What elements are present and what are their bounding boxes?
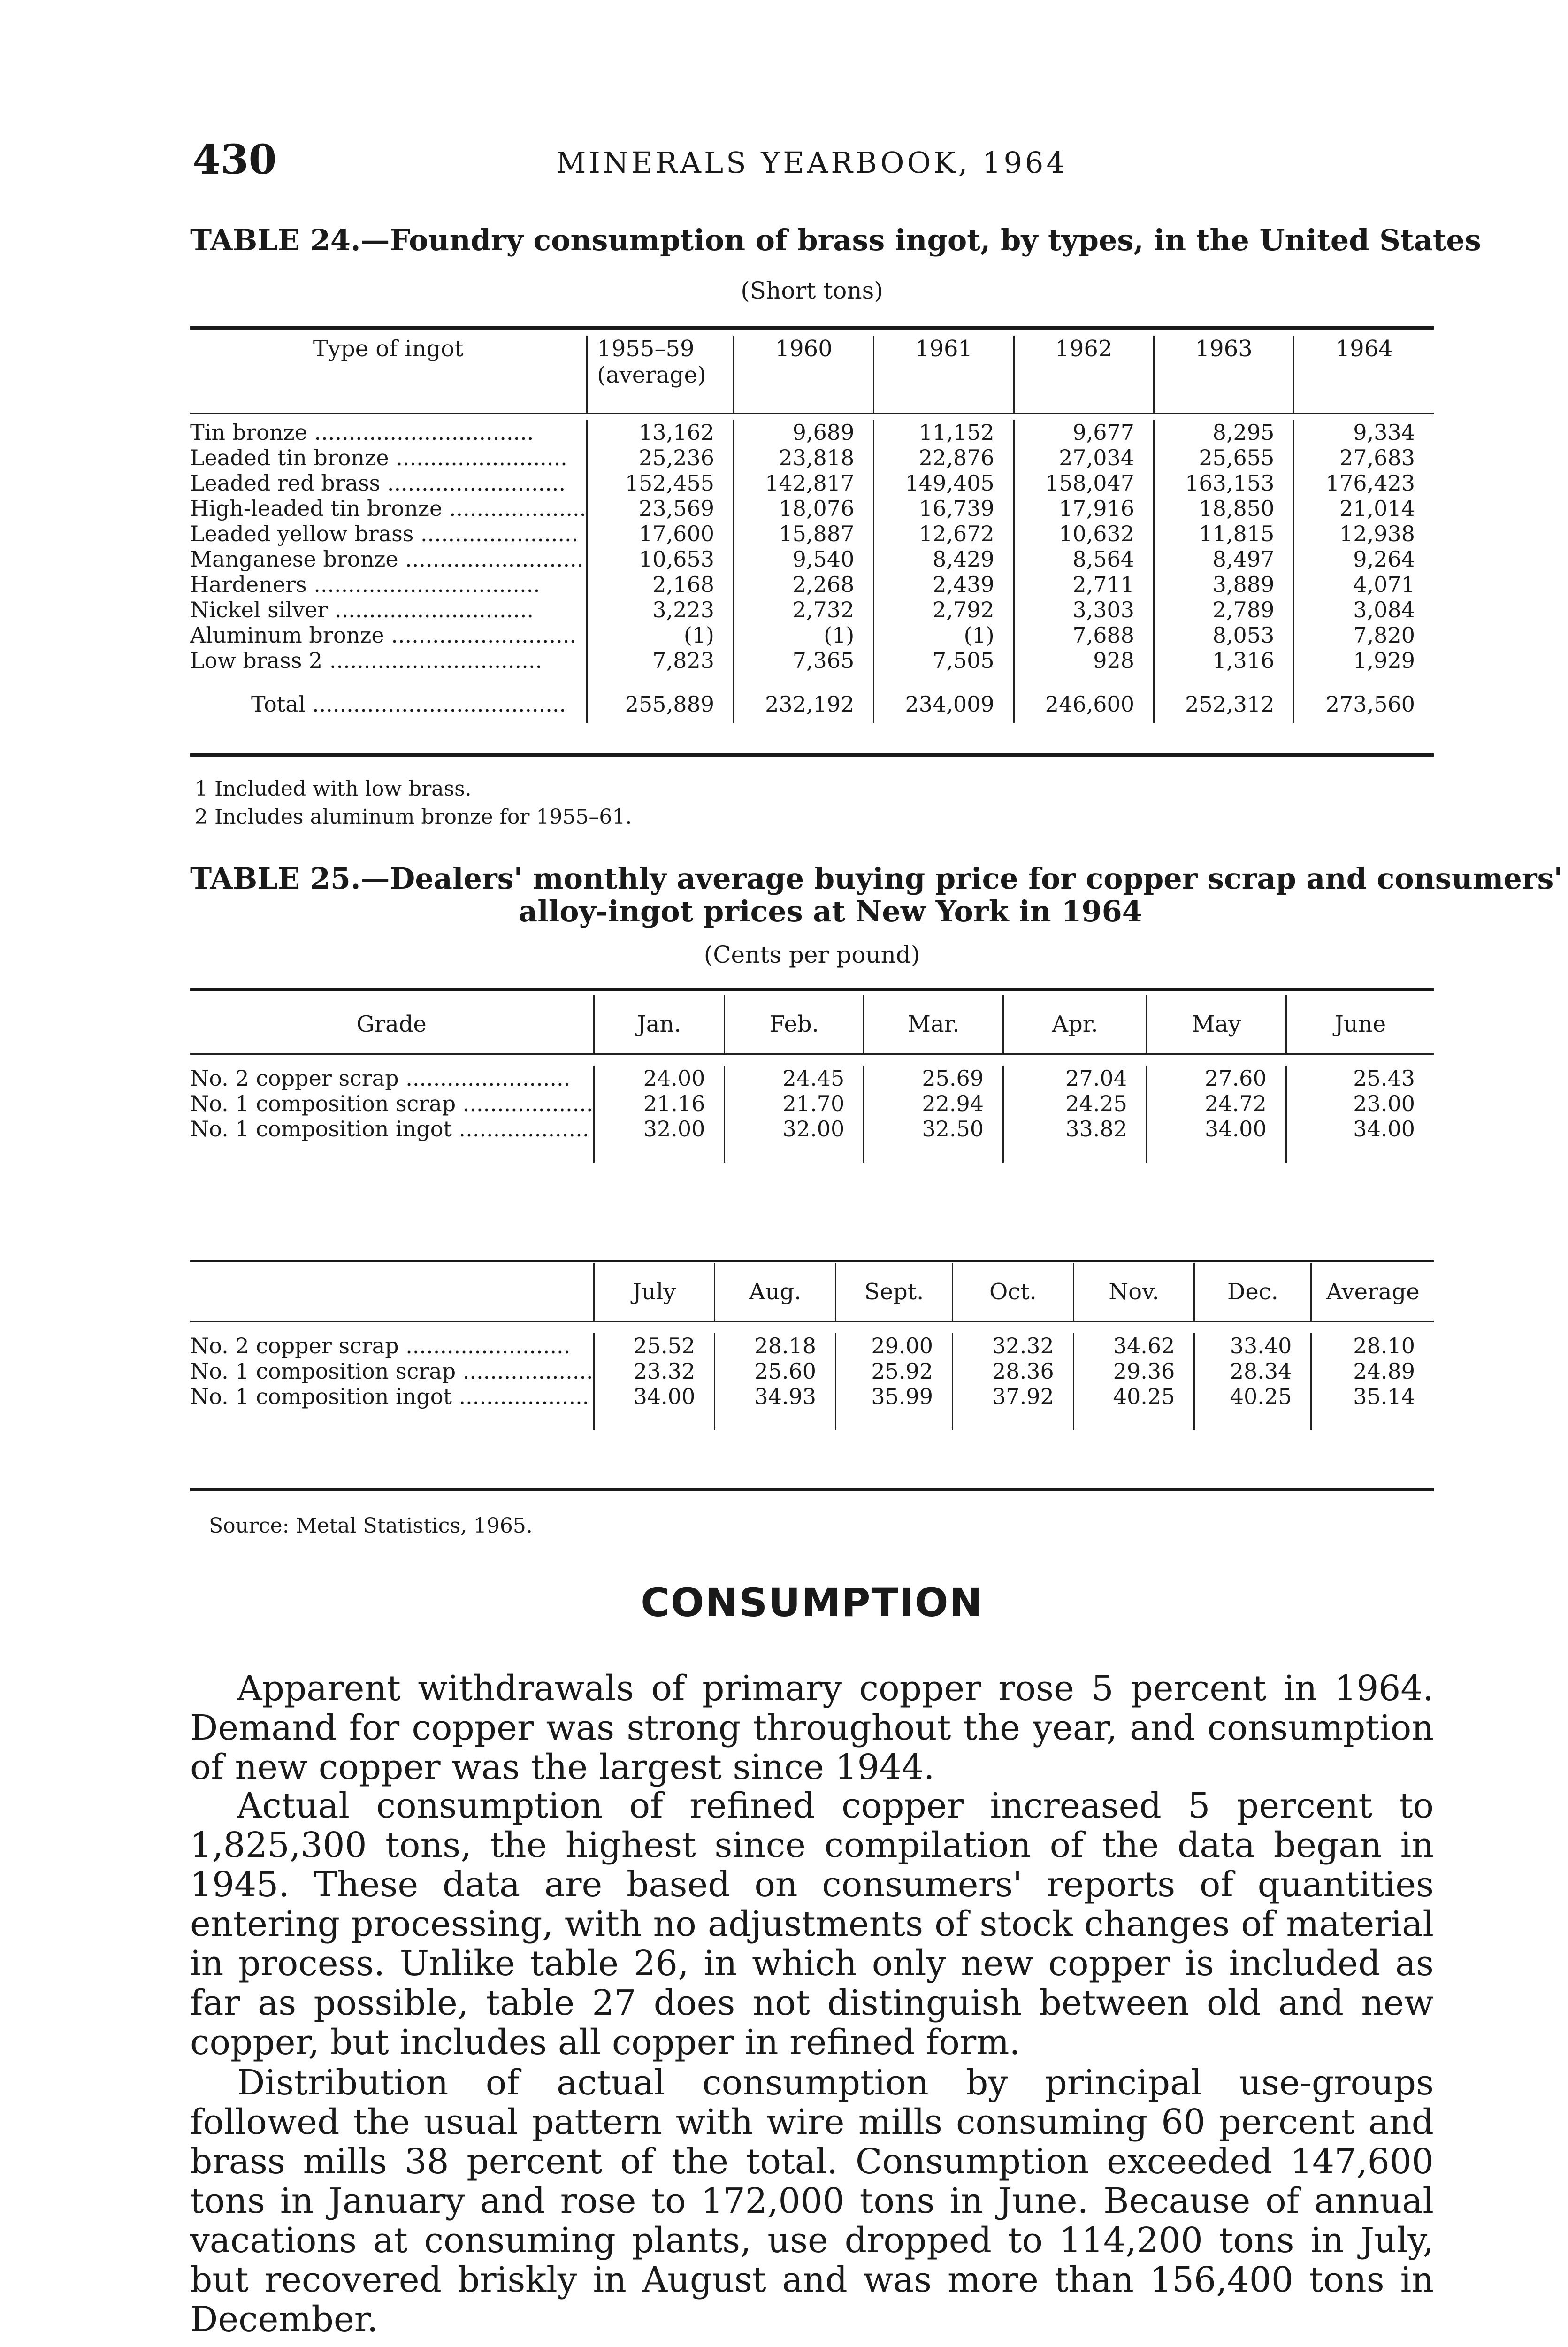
table-row <box>190 597 1434 622</box>
table25-col-oct: Oct. <box>953 1263 1074 1321</box>
table-cell: 24.72 <box>1147 1091 1286 1116</box>
table-cell: 7,505 <box>874 648 1014 673</box>
dot-leader: .................... <box>442 496 587 521</box>
table-row <box>190 622 1434 648</box>
table-cell: 28.34 <box>1194 1358 1311 1384</box>
table-row <box>190 1091 1434 1116</box>
table24-col-1964: 1964 <box>1294 336 1434 413</box>
row-label: No. 2 copper scrap ........................ <box>190 1333 571 1358</box>
table-cell: 25,655 <box>1154 445 1294 470</box>
dot-leader: ............................. <box>328 597 534 622</box>
table24-footnote-1: 1 Included with low brass. <box>195 777 472 801</box>
table-cell: 33.40 <box>1194 1333 1311 1358</box>
table-cell: 34.00 <box>594 1384 715 1409</box>
dot-leader: ................... <box>451 1116 589 1142</box>
dot-leader: .......................... <box>380 470 566 496</box>
table-cell: 11,152 <box>874 420 1014 445</box>
row-label: Leaded yellow brass ....................... <box>190 521 579 546</box>
table-cell: 33.82 <box>1003 1116 1147 1142</box>
table25-col-sept: Sept. <box>836 1263 953 1321</box>
table-cell: 1,316 <box>1154 648 1294 673</box>
row-label: Low brass 2 ............................... <box>190 648 543 673</box>
table-cell: 3,084 <box>1294 597 1434 622</box>
table-cell: 149,405 <box>874 470 1014 496</box>
dot-leader: ................................ <box>307 420 534 445</box>
table-cell: 12,672 <box>874 521 1014 546</box>
table-cell: 35.99 <box>836 1384 953 1409</box>
table-cell: 3,303 <box>1014 597 1154 622</box>
table-row <box>190 648 1434 673</box>
table-cell: 25.43 <box>1286 1066 1434 1091</box>
row-label: Nickel silver ............................. <box>190 597 534 622</box>
row-label: Hardeners ................................. <box>190 572 540 597</box>
table25-col-july: July <box>594 1263 715 1321</box>
table-cell: 2,439 <box>874 572 1014 597</box>
table-cell: 32.00 <box>725 1116 864 1142</box>
table-cell: 29.00 <box>836 1333 953 1358</box>
table-cell: 32.00 <box>594 1116 725 1142</box>
table-cell: 11,815 <box>1154 521 1294 546</box>
table-cell: 2,268 <box>734 572 874 597</box>
table-cell: 34.62 <box>1073 1333 1194 1358</box>
table-cell: 28.18 <box>715 1333 836 1358</box>
table-cell: 32.50 <box>864 1116 1003 1142</box>
table-cell: 22.94 <box>864 1091 1003 1116</box>
table-cell: 23,818 <box>734 445 874 470</box>
table-row <box>190 1384 1434 1409</box>
table-cell: 18,076 <box>734 496 874 521</box>
table-cell: 10,632 <box>1014 521 1154 546</box>
table-cell: 10,653 <box>587 546 734 572</box>
table-cell: 21,014 <box>1294 496 1434 521</box>
table25-col-mar: Mar. <box>864 995 1003 1054</box>
table-cell: 176,423 <box>1294 470 1434 496</box>
table24-col-avg: 1955–59 (average) <box>587 336 734 413</box>
dot-leader: ..................................... <box>305 691 566 717</box>
dot-leader: .......................... <box>398 546 584 572</box>
table25-part1 <box>190 995 1434 1163</box>
table-cell: 24.00 <box>594 1066 725 1091</box>
table-cell: 35.14 <box>1311 1384 1434 1409</box>
table24-col-1962: 1962 <box>1014 336 1154 413</box>
table-cell: 29.36 <box>1073 1358 1194 1384</box>
table25-units: (Cents per pound) <box>704 941 920 968</box>
table-cell: 255,889 <box>587 685 734 723</box>
dot-leader: ............................... <box>322 648 543 673</box>
table-cell: 273,560 <box>1294 685 1434 723</box>
table24-units: (Short tons) <box>741 277 883 304</box>
document-page <box>190 136 1563 2347</box>
table-cell: 28.10 <box>1311 1333 1434 1358</box>
table25-col-jan: Jan. <box>594 995 725 1054</box>
table-cell: 9,689 <box>734 420 874 445</box>
table-cell: 25,236 <box>587 445 734 470</box>
table-cell: 2,792 <box>874 597 1014 622</box>
table-cell: 21.16 <box>594 1091 725 1116</box>
table-cell: 9,264 <box>1294 546 1434 572</box>
table25-part2 <box>190 1263 1434 1430</box>
table25-col-dec: Dec. <box>1194 1263 1311 1321</box>
row-label: No. 1 composition ingot ................... <box>190 1116 589 1142</box>
table-cell: (1) <box>874 622 1014 648</box>
row-label: Leaded tin bronze ......................... <box>190 445 567 470</box>
table-row <box>190 546 1434 572</box>
table24-bottom-rule <box>190 753 1434 757</box>
table25-bottom-rule <box>190 1488 1434 1491</box>
table25-part2-blank <box>190 1263 594 1321</box>
table-row <box>190 420 1434 445</box>
table-cell: (1) <box>587 622 734 648</box>
row-label: Aluminum bronze ........................... <box>190 622 577 648</box>
table-cell: 40.25 <box>1073 1384 1194 1409</box>
dot-leader: ................................. <box>306 572 540 597</box>
table-cell: 13,162 <box>587 420 734 445</box>
table-cell: 7,820 <box>1294 622 1434 648</box>
total-row <box>190 685 1434 723</box>
table25-title-line1: TABLE 25.—Dealers' monthly average buying price for copper scrap and consumers' <box>190 861 1563 896</box>
row-label: No. 2 copper scrap ........................ <box>190 1066 571 1091</box>
table-cell: 24.89 <box>1311 1358 1434 1384</box>
table-cell: 18,850 <box>1154 496 1294 521</box>
table24-col-type: Type of ingot <box>313 336 464 362</box>
table-cell: 252,312 <box>1154 685 1294 723</box>
table-row <box>190 1066 1434 1091</box>
table-row <box>190 445 1434 470</box>
table-cell: 9,540 <box>734 546 874 572</box>
dot-leader: ....................... <box>413 521 579 546</box>
table-cell: 7,688 <box>1014 622 1154 648</box>
table-row <box>190 1358 1434 1384</box>
table-cell: 8,497 <box>1154 546 1294 572</box>
table25-mid-rule <box>190 1260 1434 1262</box>
table-cell: 8,295 <box>1154 420 1294 445</box>
row-label: Tin bronze ................................ <box>190 420 534 445</box>
paragraph-3: Distribution of actual consumption by principal use-groups followed the usual pattern with wire mills consuming 60 percent and brass mills 38 percent of the total. Consumption exceeded 147,600 tons in January and rose to 172,000 tons in June. Because of annual vacations at consuming plants, use dropped to 114,200 tons in July, but recovered briskly in August and was more than 156,400 tons in December. <box>190 2063 1434 2339</box>
row-label: No. 1 composition ingot ................... <box>190 1384 589 1409</box>
table25-source: Source: Metal Statistics, 1965. <box>209 1514 533 1538</box>
table-cell: 25.92 <box>836 1358 953 1384</box>
dot-leader: ................... <box>456 1358 593 1384</box>
table-cell: 12,938 <box>1294 521 1434 546</box>
table25-title-line2: alloy-ingot prices at New York in 1964 <box>519 894 1142 928</box>
row-label: Manganese bronze .......................... <box>190 546 584 572</box>
table-cell: 163,153 <box>1154 470 1294 496</box>
table-cell: 142,817 <box>734 470 874 496</box>
table-cell: 37.92 <box>953 1384 1074 1409</box>
table25-col-june: June <box>1286 995 1434 1054</box>
table25-col-grade: Grade <box>356 1011 427 1037</box>
table24-col-1960: 1960 <box>734 336 874 413</box>
dot-leader: ........................... <box>384 622 577 648</box>
dot-leader: ........................ <box>398 1066 571 1091</box>
table-cell: 34.00 <box>1286 1116 1434 1142</box>
table-cell: 4,071 <box>1294 572 1434 597</box>
table-row <box>190 572 1434 597</box>
table-cell: 34.00 <box>1147 1116 1286 1142</box>
table-row <box>190 1116 1434 1142</box>
table-cell: 17,916 <box>1014 496 1154 521</box>
table24-col-1963: 1963 <box>1154 336 1294 413</box>
table-cell: 158,047 <box>1014 470 1154 496</box>
table24 <box>190 336 1434 723</box>
table-row <box>190 470 1434 496</box>
table-cell: 1,929 <box>1294 648 1434 673</box>
table-cell: 16,739 <box>874 496 1014 521</box>
table-row <box>190 496 1434 521</box>
table-cell: 17,600 <box>587 521 734 546</box>
table-cell: 2,789 <box>1154 597 1294 622</box>
table-cell: 2,711 <box>1014 572 1154 597</box>
dot-leader: ................... <box>451 1384 589 1409</box>
dot-leader: ................... <box>456 1091 593 1116</box>
table-row <box>190 1333 1434 1358</box>
dot-leader: ......................... <box>389 445 567 470</box>
table-cell: 152,455 <box>587 470 734 496</box>
table-cell: 27,683 <box>1294 445 1434 470</box>
table-cell: 2,168 <box>587 572 734 597</box>
table-cell: 22,876 <box>874 445 1014 470</box>
table-cell: 234,009 <box>874 685 1014 723</box>
table24-title: TABLE 24.—Foundry consumption of brass ingot, by types, in the United States <box>190 223 1481 257</box>
table-cell: 24.45 <box>725 1066 864 1091</box>
table-cell: 25.52 <box>594 1333 715 1358</box>
table25-top-rule <box>190 988 1434 991</box>
paragraph-1: Apparent withdrawals of primary copper rose 5 percent in 1964. Demand for copper was strong throughout the year, and consumption of new copper was the largest since 1944. <box>190 1668 1434 1787</box>
table-cell: 2,732 <box>734 597 874 622</box>
table-cell: 7,365 <box>734 648 874 673</box>
table-cell: 34.93 <box>715 1384 836 1409</box>
table-cell: 27.60 <box>1147 1066 1286 1091</box>
page-header <box>190 136 1434 192</box>
table-cell: 25.60 <box>715 1358 836 1384</box>
table-cell: 928 <box>1014 648 1154 673</box>
table-cell: 8,429 <box>874 546 1014 572</box>
table-cell: 27,034 <box>1014 445 1154 470</box>
table24-col-1961: 1961 <box>874 336 1014 413</box>
table-cell: 24.25 <box>1003 1091 1147 1116</box>
table25-col-apr: Apr. <box>1003 995 1147 1054</box>
table-cell: 23,569 <box>587 496 734 521</box>
table-row <box>190 521 1434 546</box>
row-label: High-leaded tin bronze .................... <box>190 496 587 521</box>
table-cell: 3,889 <box>1154 572 1294 597</box>
table-cell: 8,564 <box>1014 546 1154 572</box>
table-cell: 28.36 <box>953 1358 1074 1384</box>
table-cell: 40.25 <box>1194 1384 1311 1409</box>
table-cell: 23.00 <box>1286 1091 1434 1116</box>
table25-col-aug: Aug. <box>715 1263 836 1321</box>
section-heading: CONSUMPTION <box>641 1580 983 1626</box>
paragraph-2: Actual consumption of refined copper increased 5 percent to 1,825,300 tons, the highest since compilation of the data began in 1945. These data are based on consumers' reports of quantities entering processing, with no adjustments of stock changes of material in process. Unlike table 26, in which only new copper is included as far as possible, table 27 does not distinguish between old and new copper, but includes all copper in refined form. <box>190 1786 1434 2063</box>
table-cell: 232,192 <box>734 685 874 723</box>
table25-col-nov: Nov. <box>1073 1263 1194 1321</box>
table-cell: 3,223 <box>587 597 734 622</box>
table-cell: 25.69 <box>864 1066 1003 1091</box>
table24-footnote-2: 2 Includes aluminum bronze for 1955–61. <box>195 805 632 829</box>
dot-leader: ........................ <box>398 1333 571 1358</box>
table-cell: 23.32 <box>594 1358 715 1384</box>
running-head: MINERALS YEARBOOK, 1964 <box>556 146 1068 180</box>
table-cell: 9,334 <box>1294 420 1434 445</box>
table-cell: 246,600 <box>1014 685 1154 723</box>
table-cell: 32.32 <box>953 1333 1074 1358</box>
table-cell: 27.04 <box>1003 1066 1147 1091</box>
table-cell: (1) <box>734 622 874 648</box>
row-label: No. 1 composition scrap ................... <box>190 1091 593 1116</box>
row-label: No. 1 composition scrap ................... <box>190 1358 593 1384</box>
table-cell: 9,677 <box>1014 420 1154 445</box>
page-number: 430 <box>192 136 277 184</box>
table-cell: 7,823 <box>587 648 734 673</box>
table-cell: 15,887 <box>734 521 874 546</box>
table-cell: 8,053 <box>1154 622 1294 648</box>
row-label: Leaded red brass .......................... <box>190 470 566 496</box>
table-cell: 21.70 <box>725 1091 864 1116</box>
table25-col-average: Average <box>1311 1263 1434 1321</box>
table25-col-may: May <box>1147 995 1286 1054</box>
total-label: Total ..................................... <box>251 691 566 717</box>
table25-col-feb: Feb. <box>725 995 864 1054</box>
table24-top-rule <box>190 326 1434 330</box>
